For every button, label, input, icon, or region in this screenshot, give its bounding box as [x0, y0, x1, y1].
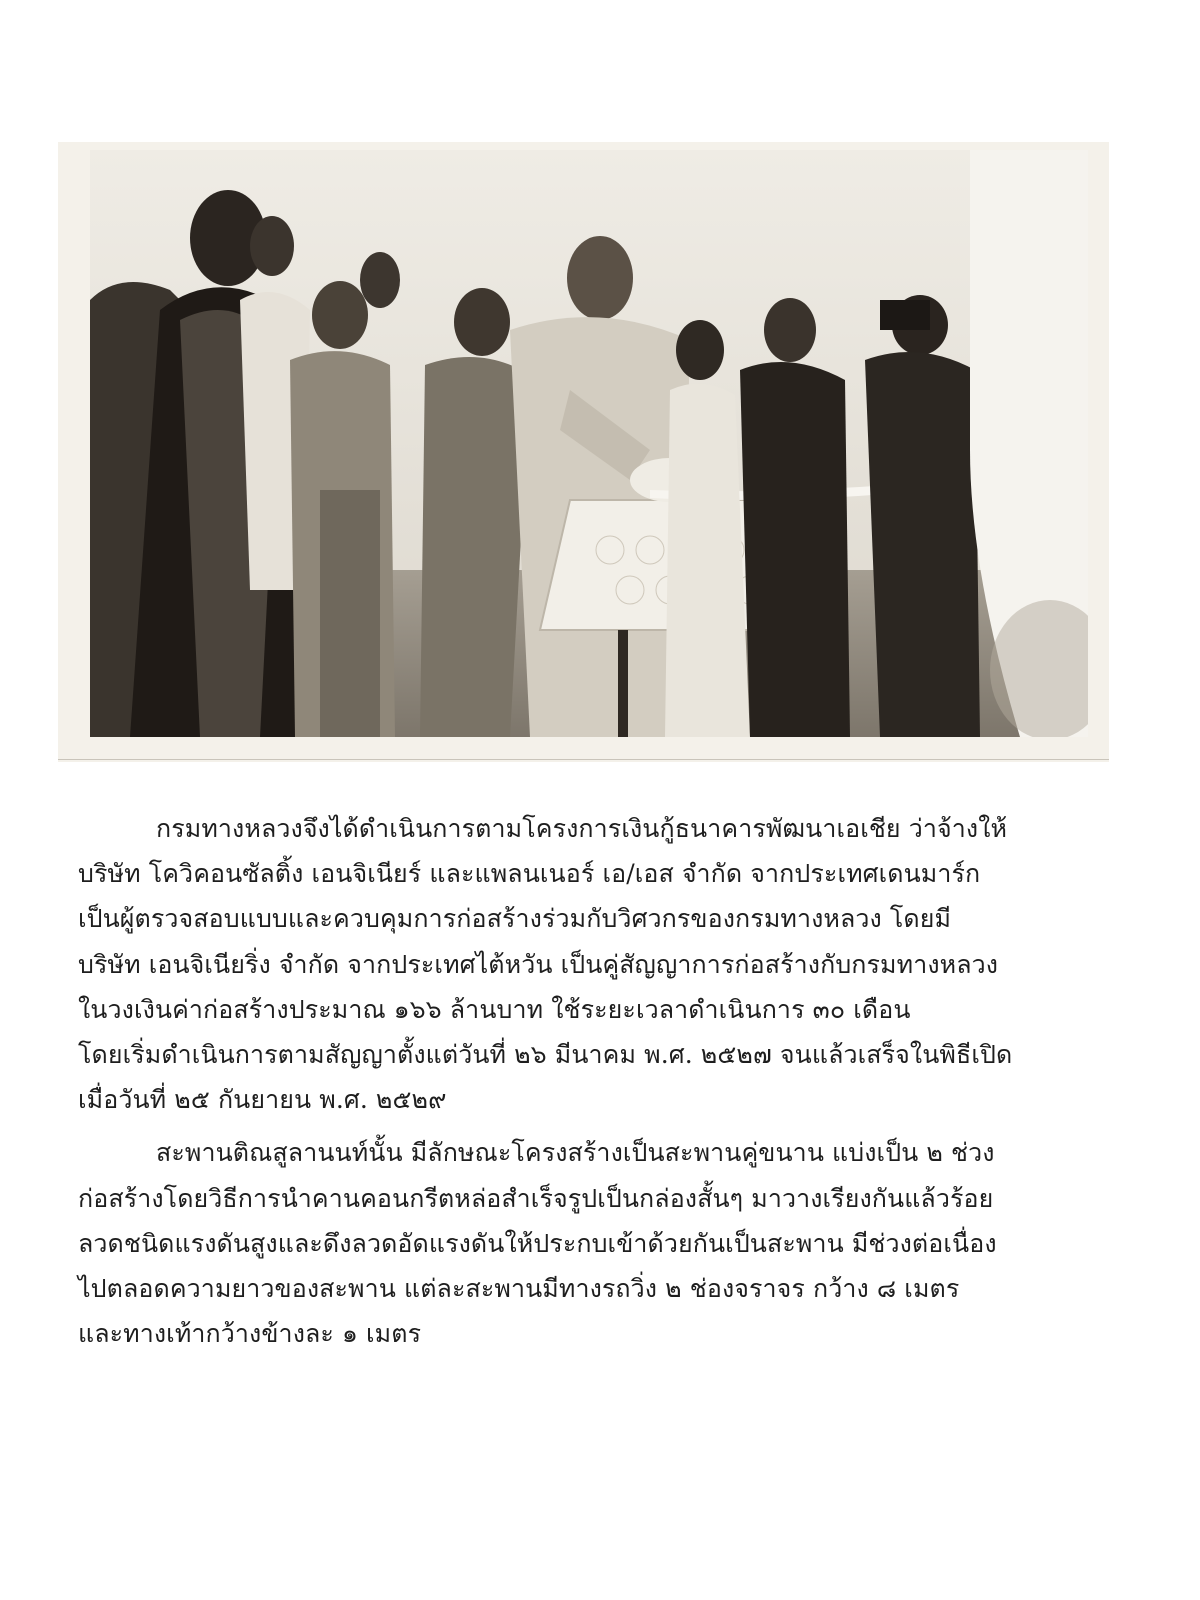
text-line: เป็นผู้ตรวจสอบแบบและควบคุมการก่อสร้างร่วมกับวิศวกรของกรมทางหลวง โดยมี — [78, 904, 952, 934]
body-text — [78, 806, 1128, 1364]
text-line: ลวดชนิดแรงดันสูงและดึงลวดอัดแรงดันให้ประกบเข้าด้วยกันเป็นสะพาน มีช่วงต่อเนื่อง — [78, 1228, 997, 1258]
paragraph-2 — [78, 1130, 1128, 1356]
text-line: บริษัท โควิคอนซัลติ้ง เอนจิเนียร์ และแพลนเนอร์ เอ/เอส จำกัด จากประเทศเดนมาร์ก — [78, 859, 981, 889]
text-line: บริษัท เอนจิเนียริ่ง จำกัด จากประเทศไต้หวัน เป็นคู่สัญญาการก่อสร้างกับกรมทางหลวง — [78, 949, 999, 979]
text-line: เมื่อวันที่ ๒๕ กันยายน พ.ศ. ๒๕๒๙ — [78, 1085, 447, 1115]
text-line: โดยเริ่มดำเนินการตามสัญญาตั้งแต่วันที่ ๒๖ มีนาคม พ.ศ. ๒๕๒๗ จนแล้วเสร็จในพิธีเปิด — [78, 1040, 1013, 1070]
text-line: และทางเท้ากว้างข้างละ ๑ เมตร — [78, 1319, 422, 1349]
ceremony-photograph — [90, 150, 1088, 737]
text-line: กรมทางหลวงจึงได้ดำเนินการตามโครงการเงินกู้ธนาคารพัฒนาเอเชีย ว่าจ้างให้ — [156, 814, 1008, 843]
text-line: ไปตลอดความยาวของสะพาน แต่ละสะพานมีทางรถวิ่ง ๒ ช่องจราจร กว้าง ๘ เมตร — [78, 1274, 960, 1304]
text-line: สะพานติณสูลานนท์นั้น มีลักษณะโครงสร้างเป็นสะพานคู่ขนาน แบ่งเป็น ๒ ช่วง — [156, 1138, 995, 1168]
photo-bottom-edge — [58, 759, 1109, 760]
text-line: ในวงเงินค่าก่อสร้างประมาณ ๑๖๖ ล้านบาท ใช้ระยะเวลาดำเนินการ ๓๐ เดือน — [78, 994, 911, 1024]
paragraph-1 — [78, 806, 1128, 1122]
photograph-frame — [58, 142, 1109, 762]
text-line: ก่อสร้างโดยวิธีการนำคานคอนกรีตหล่อสำเร็จรูปเป็นกล่องสั้นๆ มาวางเรียงกันแล้วร้อย — [78, 1183, 994, 1213]
